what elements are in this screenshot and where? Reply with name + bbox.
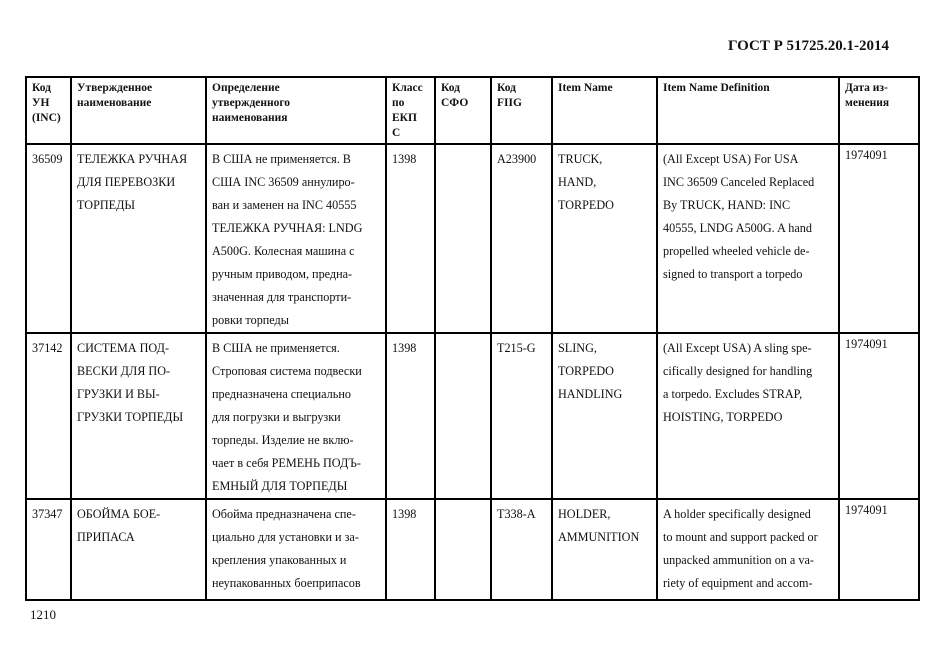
cell-inc-code — [26, 144, 71, 333]
cell-text-line: торпеды. Изделие не вклю- — [212, 433, 354, 447]
cell-text-line: a torpedo. Excludes STRAP, — [663, 387, 803, 401]
cell-name-definition — [206, 144, 386, 333]
cell-text-line: TORPEDO — [558, 364, 614, 378]
cell-text-line: предназначена специально — [212, 387, 351, 401]
header-item-name-definition — [657, 77, 839, 144]
table-header-row — [26, 77, 919, 144]
header-text-line: FIIG — [497, 97, 522, 109]
header-text-line: Класс — [392, 82, 423, 94]
cell-text-line: для погрузки и выгрузки — [212, 410, 341, 424]
cell-text-line: ВЕСКИ ДЛЯ ПО- — [77, 364, 171, 378]
cell-item-name-definition — [657, 499, 839, 600]
cell-approved-name — [71, 499, 206, 600]
cell-text-line: неупакованных боеприпасов — [212, 576, 361, 590]
cell-text-line: HOISTING, TORPEDO — [663, 410, 783, 424]
header-text-line: (INC) — [32, 112, 61, 124]
cell-item-name-definition — [657, 333, 839, 499]
cell-text-line: TORPEDO — [558, 198, 614, 212]
header-text-line: С — [392, 127, 401, 139]
cell-class — [386, 499, 435, 600]
cell-text-line: Обойма предназначена спе- — [212, 507, 356, 521]
cell-text-line: HAND, — [558, 175, 597, 189]
cell-change-date — [839, 333, 919, 499]
cell-text-line: ТОРПЕДЫ — [77, 198, 136, 212]
header-text-line: ЕКП — [392, 112, 417, 124]
cell-text-line: to mount and support packed or — [663, 530, 818, 544]
cell-item-name — [552, 144, 657, 333]
cell-text-line: ТЕЛЕЖКА РУЧНАЯ — [77, 152, 188, 166]
cell-sfo-code — [435, 499, 491, 600]
nomenclature-table — [25, 76, 920, 601]
table-row — [26, 144, 919, 333]
cell-change-date — [839, 144, 919, 333]
header-name-definition — [206, 77, 386, 144]
cell-text-line: 36509 — [32, 152, 63, 166]
page-number: 1210 — [30, 607, 56, 622]
cell-text-line: циально для установки и за- — [212, 530, 359, 544]
cell-text-line: riety of equipment and accom- — [663, 576, 813, 590]
cell-item-name — [552, 333, 657, 499]
header-text-line: Код — [441, 82, 461, 94]
header-text-line: УН — [32, 97, 50, 109]
cell-text-line: Строповая система подвески — [212, 364, 362, 378]
cell-sfo-code — [435, 333, 491, 499]
header-text-line: Код — [497, 82, 517, 94]
cell-text-line: A500G. Колесная машина с — [212, 244, 355, 258]
header-text-line: менения — [845, 97, 890, 109]
cell-approved-name — [71, 333, 206, 499]
cell-text-line: ручным приводом, предна- — [212, 267, 353, 281]
cell-item-name-definition — [657, 144, 839, 333]
cell-text-line: (All Except USA) For USA — [663, 152, 799, 166]
header-text-line: СФО — [441, 97, 469, 109]
header-text-line: Item Name Definition — [663, 82, 770, 94]
cell-text-line: By TRUCK, HAND: INC — [663, 198, 791, 212]
cell-text-line: INC 36509 Canceled Replaced — [663, 175, 815, 189]
cell-text-line: signed to transport a torpedo — [663, 267, 803, 281]
header-sfo-code — [435, 77, 491, 144]
cell-text-line: 1974091 — [845, 337, 888, 351]
cell-text-line: TRUCK, — [558, 152, 603, 166]
cell-text-line: 1398 — [392, 507, 417, 521]
header-text-line: наименование — [77, 97, 152, 109]
cell-text-line: ГРУЗКИ И ВЫ- — [77, 387, 160, 401]
cell-text-line: propelled wheeled vehicle de- — [663, 244, 810, 258]
header-fiig-code — [491, 77, 552, 144]
cell-text-line: A23900 — [497, 152, 537, 166]
cell-text-line: ОБОЙМА БОЕ- — [77, 507, 161, 521]
document-title: ГОСТ Р 51725.20.1-2014 — [727, 38, 889, 54]
header-text-line: наименования — [212, 112, 288, 124]
cell-text-line: ван и заменен на INC 40555 — [212, 198, 357, 212]
cell-sfo-code — [435, 144, 491, 333]
cell-text-line: значенная для транспорти- — [212, 290, 352, 304]
header-text-line: Код — [32, 82, 52, 94]
cell-text-line: ЕМНЫЙ ДЛЯ ТОРПЕДЫ — [212, 479, 348, 493]
header-text-line: Утвержденное — [77, 82, 153, 94]
cell-fiig-code — [491, 499, 552, 600]
cell-text-line: 37347 — [32, 507, 63, 521]
header-change-date — [839, 77, 919, 144]
cell-name-definition — [206, 333, 386, 499]
cell-text-line: A holder specifically designed — [663, 507, 811, 521]
header-class — [386, 77, 435, 144]
cell-inc-code — [26, 499, 71, 600]
cell-text-line: В США не применяется. — [212, 341, 340, 355]
cell-text-line: ДЛЯ ПЕРЕВОЗКИ — [77, 175, 176, 189]
cell-text-line: 1974091 — [845, 503, 888, 517]
cell-text-line: unpacked ammunition on a va- — [663, 553, 814, 567]
cell-text-line: ПРИПАСА — [77, 530, 135, 544]
cell-text-line: AMMUNITION — [558, 530, 640, 544]
header-text-line: утвержденного — [212, 97, 291, 109]
cell-change-date — [839, 499, 919, 600]
cell-fiig-code — [491, 144, 552, 333]
header-text-line: Item Name — [558, 82, 613, 94]
table-row — [26, 333, 919, 499]
cell-text-line: T215-G — [497, 341, 536, 355]
cell-text-line: HOLDER, — [558, 507, 611, 521]
cell-class — [386, 333, 435, 499]
cell-text-line: cifically designed for handling — [663, 364, 813, 378]
header-text-line: по — [392, 97, 405, 109]
cell-inc-code — [26, 333, 71, 499]
header-text-line: Определение — [212, 82, 280, 94]
cell-class — [386, 144, 435, 333]
cell-text-line: HANDLING — [558, 387, 623, 401]
cell-text-line: В США не применяется. В — [212, 152, 351, 166]
cell-text-line: крепления упакованных и — [212, 553, 347, 567]
cell-text-line: ровки торпеды — [212, 313, 289, 327]
header-approved-name — [71, 77, 206, 144]
cell-text-line: T338-A — [497, 507, 536, 521]
cell-text-line: чает в себя РЕМЕНЬ ПОДЪ- — [212, 456, 361, 470]
header-item-name — [552, 77, 657, 144]
header-text-line: Дата из- — [845, 82, 888, 94]
cell-text-line: 40555, LNDG A500G. A hand — [663, 221, 812, 235]
header-inc-code — [26, 77, 71, 144]
table-row — [26, 499, 919, 600]
cell-text-line: США INC 36509 аннулиро- — [212, 175, 355, 189]
cell-item-name — [552, 499, 657, 600]
cell-text-line: ГРУЗКИ ТОРПЕДЫ — [77, 410, 184, 424]
cell-text-line: 1398 — [392, 341, 417, 355]
cell-text-line: 37142 — [32, 341, 63, 355]
cell-approved-name — [71, 144, 206, 333]
cell-text-line: СИСТЕМА ПОД- — [77, 341, 170, 355]
cell-fiig-code — [491, 333, 552, 499]
cell-text-line: SLING, — [558, 341, 597, 355]
cell-name-definition — [206, 499, 386, 600]
cell-text-line: 1974091 — [845, 148, 888, 162]
cell-text-line: 1398 — [392, 152, 417, 166]
cell-text-line: (All Except USA) A sling spe- — [663, 341, 812, 355]
cell-text-line: ТЕЛЕЖКА РУЧНАЯ: LNDG — [212, 221, 363, 235]
